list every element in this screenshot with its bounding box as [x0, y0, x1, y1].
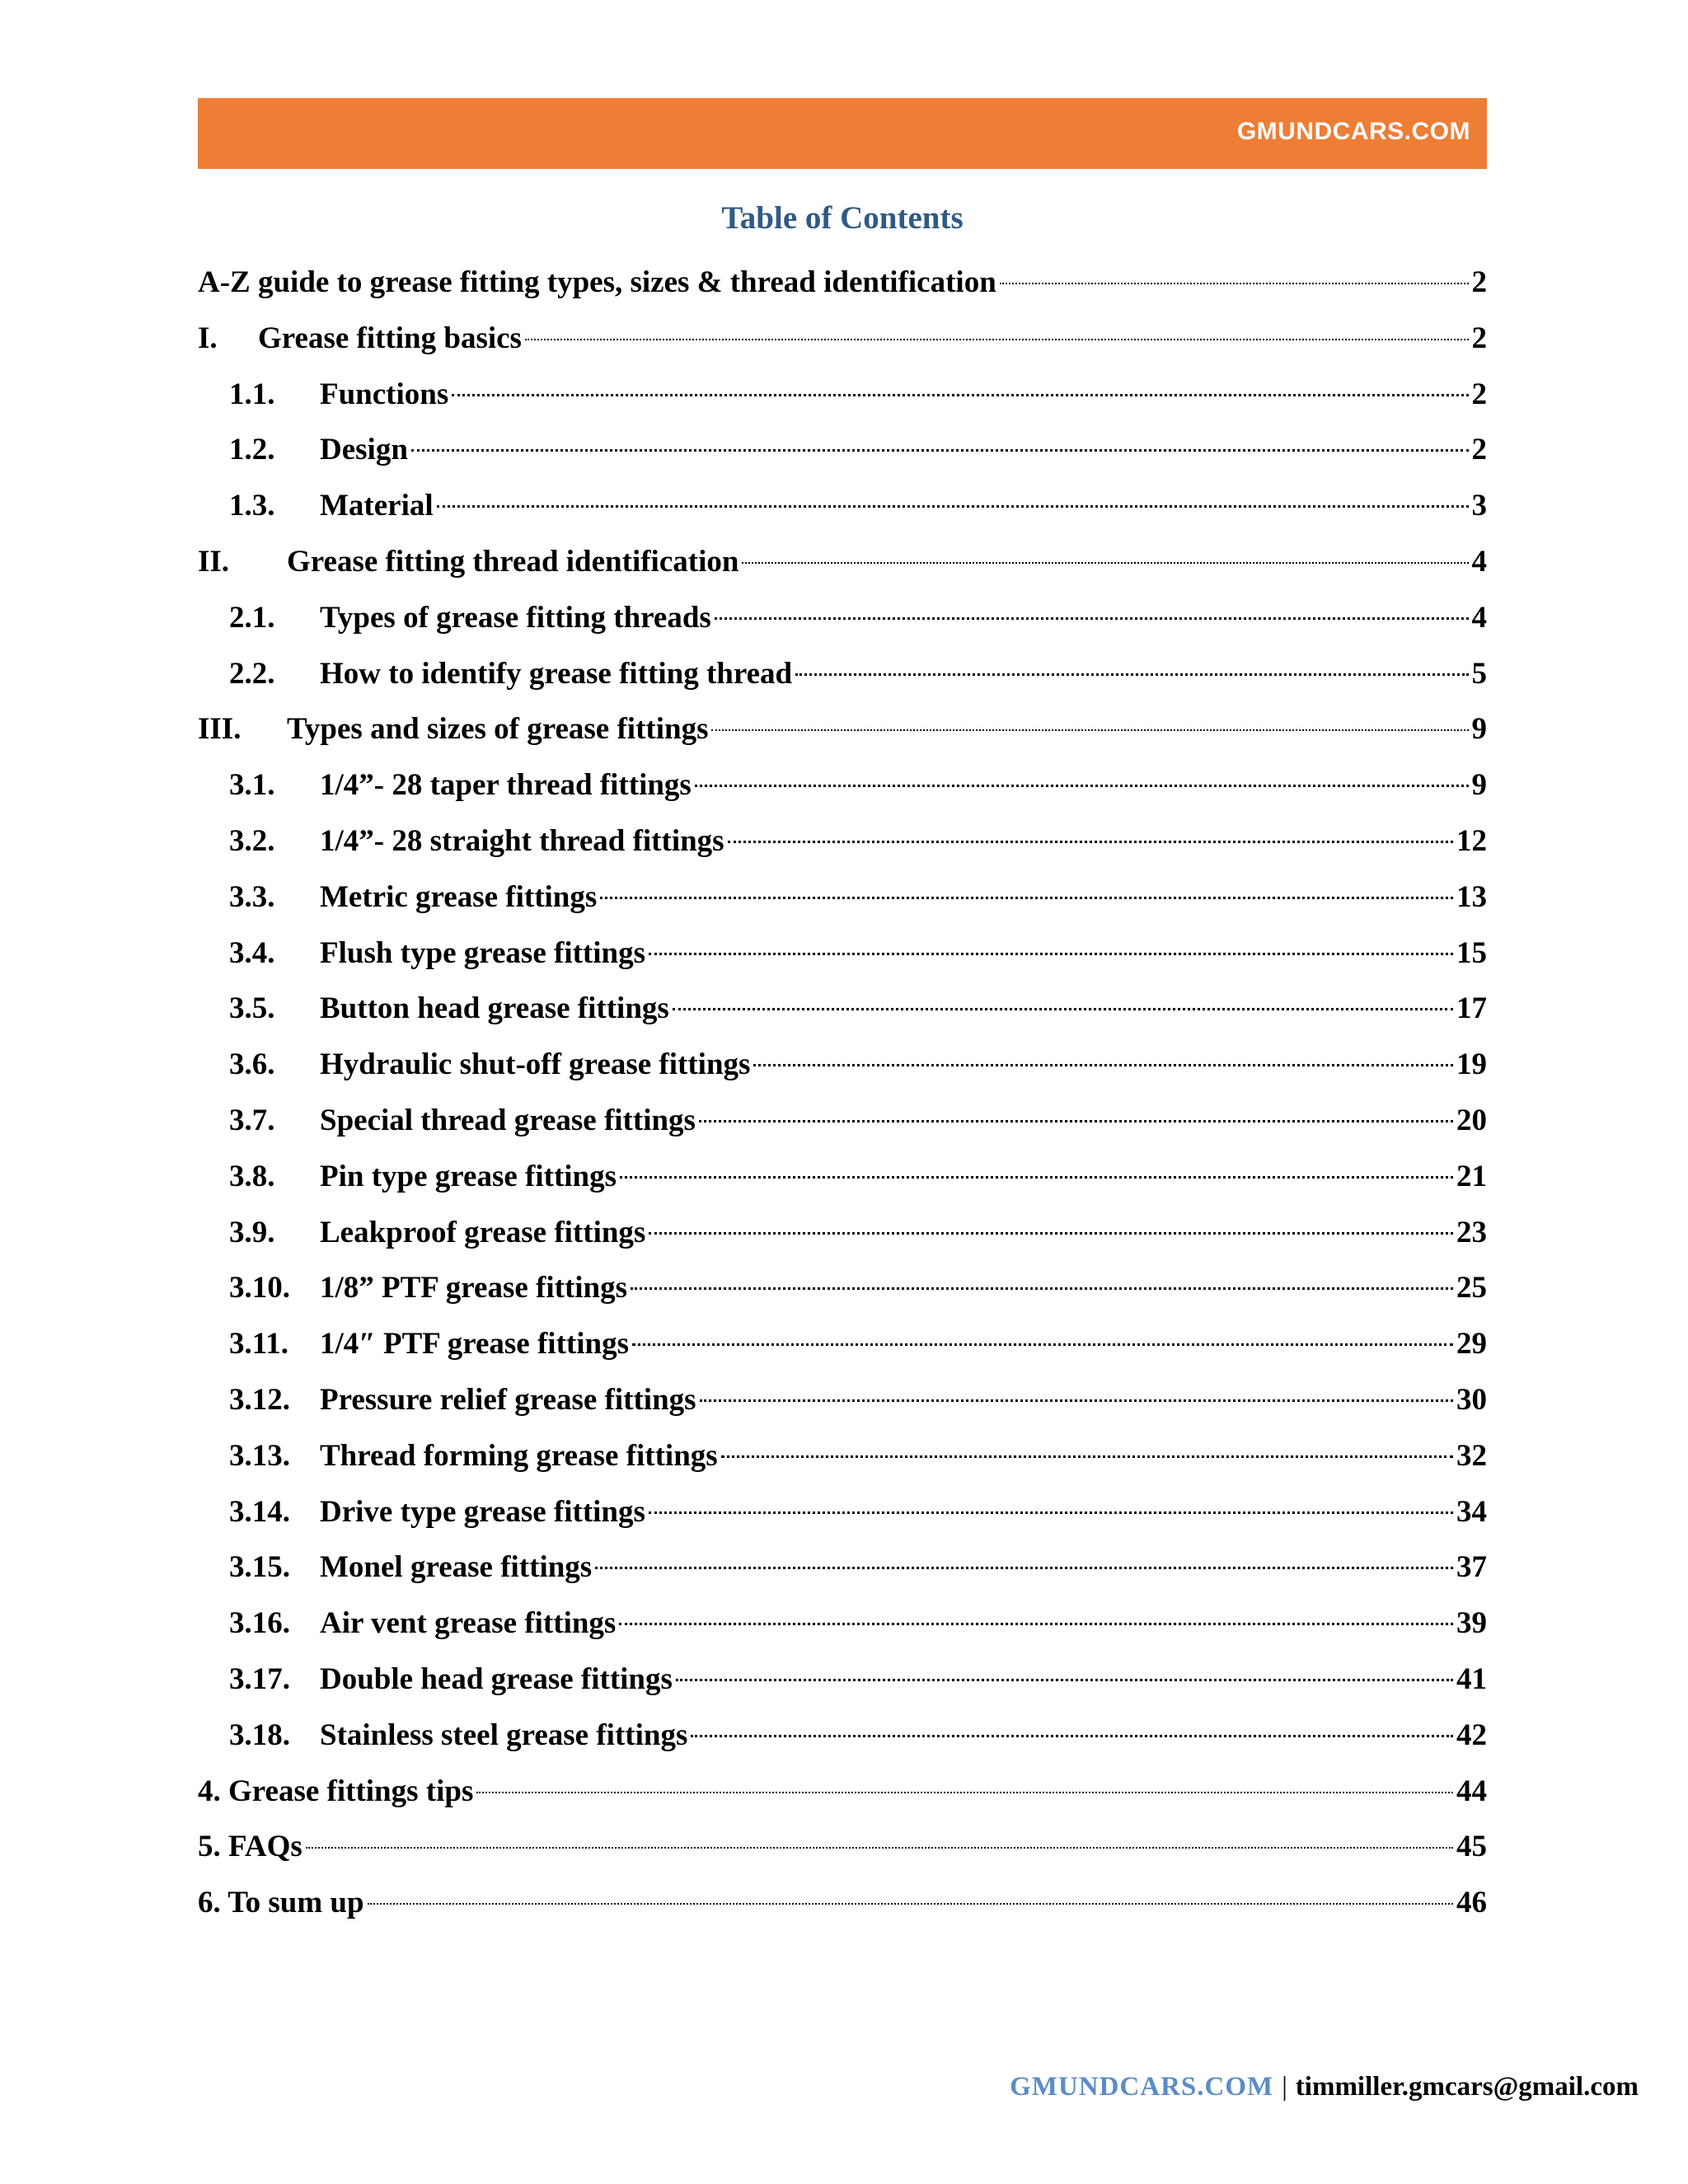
toc-entry-number: 3.17.: [229, 1662, 290, 1696]
toc-entry-page: 5: [1471, 656, 1487, 691]
toc-entry-title: Material: [320, 489, 434, 523]
toc-entry-page: 23: [1456, 1215, 1487, 1249]
toc-entry-title: Double head grease fittings: [320, 1662, 673, 1696]
toc-entry-title: Types and sizes of grease fittings: [287, 712, 709, 747]
toc-entry-title: 5. FAQs: [198, 1830, 302, 1864]
toc-entry-title: Design: [320, 433, 408, 467]
toc-entry[interactable]: [229, 1042, 1487, 1088]
toc-entry-number: 3.10.: [229, 1271, 290, 1305]
toc-dot-leader: [476, 1792, 1453, 1793]
toc-entry[interactable]: [229, 986, 1487, 1032]
toc-entry-number: 3.5.: [229, 991, 275, 1026]
toc-entry-title: Pressure relief grease fittings: [320, 1383, 696, 1417]
toc-entry-title: Hydraulic shut-off grease fittings: [320, 1047, 751, 1082]
toc-entry-number: 3.4.: [229, 935, 275, 970]
toc-entry[interactable]: [229, 595, 1487, 641]
toc-entry-title: Types of grease fitting threads: [320, 600, 711, 635]
toc-entry-page: 13: [1456, 879, 1487, 914]
toc-entry[interactable]: [229, 427, 1487, 473]
toc-entry-page: 32: [1456, 1438, 1487, 1473]
toc-entry[interactable]: [229, 1657, 1487, 1703]
toc-entry[interactable]: [229, 651, 1487, 697]
footer-email: timmiller.gmcars@gmail.com: [1295, 2072, 1639, 2102]
toc-dot-leader: [1000, 283, 1469, 284]
toc-dot-leader: [525, 339, 1469, 340]
toc-dot-leader: [649, 1232, 1453, 1235]
toc-dot-leader: [632, 1343, 1453, 1346]
toc-entry-title: Leakproof grease fittings: [320, 1215, 646, 1249]
toc-entry-number: 1.1.: [229, 377, 275, 411]
toc-entry-number: 3.11.: [229, 1327, 288, 1361]
toc-entry-page: 45: [1456, 1830, 1487, 1864]
toc-entry[interactable]: [229, 1489, 1487, 1535]
toc-entry[interactable]: [229, 1154, 1487, 1200]
toc-entry-page: 9: [1471, 768, 1487, 803]
toc-dot-leader: [595, 1567, 1453, 1569]
toc-entry-title: Special thread grease fittings: [320, 1104, 696, 1137]
toc-entry-page: 2: [1471, 321, 1487, 355]
toc-entry[interactable]: [198, 1769, 1487, 1815]
toc-dot-leader: [306, 1847, 1453, 1849]
toc-entry-page: 39: [1456, 1606, 1487, 1641]
toc-entry-number: 3.6.: [229, 1047, 275, 1082]
toc-dot-leader: [742, 562, 1468, 564]
toc-entry-title: Pin type grease fittings: [320, 1159, 617, 1193]
toc-entry-page: 19: [1456, 1047, 1487, 1082]
toc-dot-leader: [699, 1120, 1453, 1122]
toc-entry-title: Stainless steel grease fittings: [320, 1718, 688, 1752]
toc-entry-page: 29: [1456, 1327, 1487, 1361]
toc-entry-page: 30: [1456, 1383, 1487, 1417]
toc-entry-title: Drive type grease fittings: [320, 1494, 645, 1529]
toc-entry-number: 3.2.: [229, 824, 275, 858]
footer-separator: |: [1282, 2072, 1287, 2102]
toc-entry-title: Monel grease fittings: [320, 1550, 593, 1585]
toc-entry-number: I.: [198, 321, 218, 355]
toc-entry-page: 21: [1456, 1159, 1487, 1193]
toc-entry[interactable]: [198, 1880, 1487, 1926]
toc-dot-leader: [619, 1623, 1453, 1625]
toc-entry[interactable]: [229, 1098, 1487, 1144]
toc-entry-page: 37: [1456, 1550, 1487, 1585]
toc-entry[interactable]: [229, 372, 1487, 418]
toc-entry-title: A-Z guide to grease fitting types, sizes & thread identification: [198, 265, 996, 299]
toc-entry[interactable]: [229, 818, 1487, 865]
toc-dot-leader: [691, 1735, 1453, 1737]
toc-entry[interactable]: [229, 930, 1487, 977]
toc-dot-leader: [600, 897, 1453, 899]
toc-entry[interactable]: [229, 1265, 1487, 1311]
toc-entry[interactable]: [198, 539, 1487, 585]
toc-entry-number: 3.8.: [229, 1159, 275, 1193]
toc-entry-number: 3.13.: [229, 1438, 290, 1473]
toc-entry-number: 2.2.: [229, 656, 275, 691]
toc-entry-number: 3.7.: [229, 1104, 275, 1137]
toc-entry-page: 17: [1456, 991, 1487, 1026]
toc-entry-title: How to identify grease fitting thread: [320, 656, 793, 691]
toc-entry-title: 6. To sum up: [198, 1886, 364, 1920]
toc-entry-page: 15: [1456, 935, 1487, 970]
toc-entry[interactable]: [229, 762, 1487, 808]
toc-entry-title: Flush type grease fittings: [320, 935, 646, 970]
toc-entry-title: 1/4″ PTF grease fittings: [320, 1327, 629, 1361]
toc-entry-page: 34: [1456, 1494, 1487, 1529]
toc-dot-leader: [700, 1399, 1453, 1402]
toc-entry[interactable]: [198, 260, 1487, 306]
toc-entry-number: 3.12.: [229, 1383, 290, 1417]
toc-dot-leader: [715, 617, 1469, 620]
toc-dot-leader: [695, 785, 1469, 787]
toc-entry-page: 46: [1456, 1886, 1487, 1920]
toc-entry-title: 4. Grease fittings tips: [198, 1774, 474, 1808]
toc-entry-title: 1/8” PTF grease fittings: [320, 1271, 628, 1305]
toc-entry[interactable]: [229, 1601, 1487, 1647]
toc-entry-page: 4: [1471, 545, 1487, 579]
toc-entry-page: 4: [1471, 600, 1487, 635]
footer-site-name: GMUNDCARS.COM: [1010, 2072, 1274, 2102]
toc-entry[interactable]: [229, 1210, 1487, 1256]
toc-entry-page: 2: [1471, 377, 1487, 411]
toc-entry-number: II.: [198, 545, 230, 579]
toc-entry-title: Metric grease fittings: [320, 879, 598, 914]
toc-entry[interactable]: [229, 1713, 1487, 1759]
toc-entry-number: 1.2.: [229, 433, 275, 467]
toc-entry[interactable]: [229, 1544, 1487, 1591]
toc-dot-leader: [437, 505, 1469, 508]
toc-entry-page: 9: [1471, 712, 1487, 747]
toc-dot-leader: [673, 1008, 1453, 1010]
toc-entry-page: 44: [1456, 1774, 1487, 1808]
toc-entry-page: 2: [1471, 265, 1487, 299]
toc-entry[interactable]: [229, 1321, 1487, 1367]
toc-entry-page: 42: [1456, 1718, 1487, 1752]
toc-entry-title: 1/4”- 28 taper thread fittings: [320, 768, 692, 803]
header-site-name: GMUNDCARS.COM: [1236, 118, 1470, 145]
toc-entry[interactable]: [229, 1433, 1487, 1479]
toc-entry[interactable]: [198, 316, 1487, 362]
toc-entry-page: 25: [1456, 1271, 1487, 1305]
toc-entry-number: 3.3.: [229, 879, 275, 914]
toc-dot-leader: [411, 449, 1469, 452]
toc-entry-title: Grease fitting thread identification: [287, 545, 739, 579]
header-bar: [198, 98, 1487, 169]
toc-dot-leader: [711, 729, 1468, 731]
toc-dot-leader: [620, 1176, 1453, 1179]
toc-entry-number: 3.15.: [229, 1550, 290, 1585]
toc-entry[interactable]: [198, 706, 1487, 752]
toc-entry-number: 3.14.: [229, 1494, 290, 1529]
toc-entry-page: 2: [1471, 433, 1487, 467]
toc-entry-title: 1/4”- 28 straight thread fittings: [320, 824, 724, 858]
toc-dot-leader: [368, 1903, 1453, 1905]
toc-dot-leader: [676, 1679, 1453, 1681]
toc-title: Table of Contents: [721, 200, 964, 236]
toc-entry-number: 3.9.: [229, 1215, 275, 1249]
footer: [1010, 2072, 1639, 2102]
toc-dot-leader: [631, 1287, 1453, 1290]
toc-dot-leader: [452, 394, 1468, 396]
toc-entry-number: 2.1.: [229, 600, 275, 635]
toc-entry-page: 12: [1456, 824, 1487, 858]
toc-entry-number: 1.3.: [229, 489, 275, 523]
toc-dot-leader: [649, 1511, 1453, 1514]
toc-entry-title: Grease fitting basics: [258, 321, 522, 355]
toc-entry-number: 3.18.: [229, 1718, 290, 1752]
toc-entry-title: Air vent grease fittings: [320, 1606, 617, 1641]
toc-dot-leader: [753, 1064, 1453, 1066]
toc-dot-leader: [795, 673, 1468, 676]
toc-entry[interactable]: [229, 874, 1487, 921]
toc-dot-leader: [721, 1455, 1453, 1458]
toc-entry-page: 41: [1456, 1662, 1487, 1696]
toc-entry-number: III.: [198, 712, 241, 747]
toc-entry-title: Functions: [320, 377, 449, 411]
toc-entry-page: 3: [1471, 489, 1487, 523]
toc-dot-leader: [649, 953, 1453, 955]
toc-entry[interactable]: [229, 1377, 1487, 1423]
toc-entry-number: 3.1.: [229, 768, 275, 803]
toc-entry-title: Button head grease fittings: [320, 991, 669, 1026]
toc-entry-page: 20: [1456, 1104, 1487, 1137]
toc-entry[interactable]: [198, 1824, 1487, 1870]
toc-entry-title: Thread forming grease fittings: [320, 1438, 718, 1473]
toc-entry[interactable]: [229, 483, 1487, 529]
toc-dot-leader: [728, 841, 1453, 843]
toc-entry-number: 3.16.: [229, 1606, 290, 1641]
